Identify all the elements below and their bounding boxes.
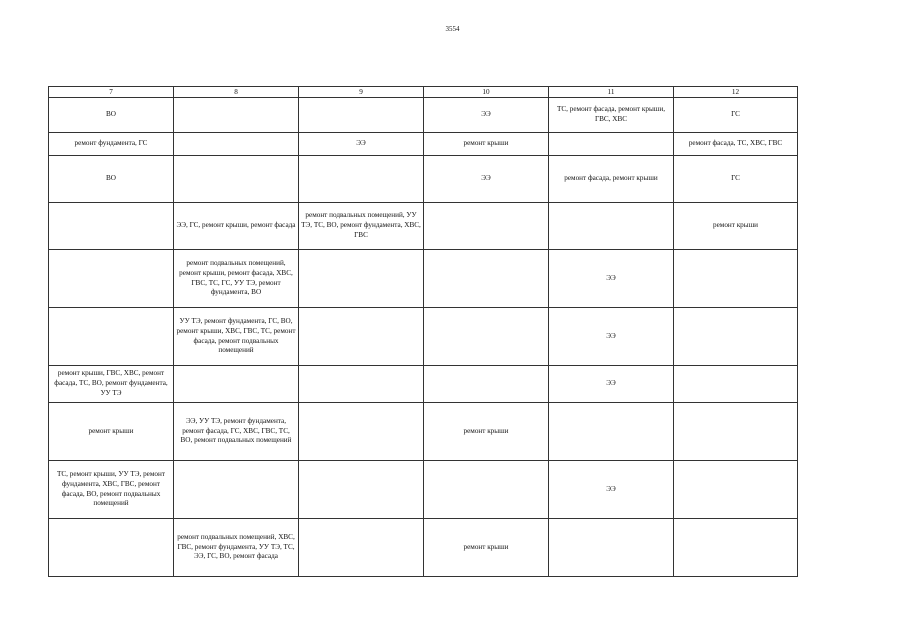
table-cell	[549, 519, 674, 577]
table-cell	[549, 133, 674, 156]
works-schedule-table	[48, 86, 798, 577]
header-row	[49, 87, 798, 98]
table-row	[49, 133, 798, 156]
table-row	[49, 461, 798, 519]
column-header: 10	[424, 87, 549, 98]
table-cell	[49, 308, 174, 366]
table-cell	[49, 203, 174, 250]
table-cell: ЭЭ	[299, 133, 424, 156]
table-cell	[674, 366, 798, 403]
table-cell	[424, 366, 549, 403]
table-cell: ТС, ремонт фасада, ремонт крыши, ГВС, ХВС	[549, 98, 674, 133]
table-row	[49, 156, 798, 203]
table-cell	[299, 308, 424, 366]
column-header: 7	[49, 87, 174, 98]
table-cell: ремонт фасада, ремонт крыши	[549, 156, 674, 203]
page-number: 3554	[445, 25, 460, 33]
table-cell	[674, 519, 798, 577]
table-cell	[549, 203, 674, 250]
table-cell	[424, 461, 549, 519]
table-cell	[299, 98, 424, 133]
table-cell: ремонт подвальных помещений, ХВС, ГВС, ремонт фундамента, УУ ТЭ, ТС, ЭЭ, ГС, ВО, ремонт фасада	[174, 519, 299, 577]
table-cell: ЭЭ	[549, 366, 674, 403]
table-cell	[674, 461, 798, 519]
table-cell: ВО	[49, 156, 174, 203]
table-row	[49, 403, 798, 461]
table-cell	[674, 308, 798, 366]
table-cell	[424, 250, 549, 308]
table-cell: ЭЭ	[424, 156, 549, 203]
table-cell: ЭЭ	[549, 461, 674, 519]
table-cell: ремонт крыши, ГВС, ХВС, ремонт фасада, ТС, ВО, ремонт фундамента, УУ ТЭ	[49, 366, 174, 403]
table-cell: УУ ТЭ, ремонт фундамента, ГС, ВО, ремонт крыши, ХВС, ГВС, ТС, ремонт фасада, ремонт подвальных помещений	[174, 308, 299, 366]
table-row	[49, 250, 798, 308]
column-header: 11	[549, 87, 674, 98]
table-row	[49, 203, 798, 250]
table-cell: ЭЭ	[549, 250, 674, 308]
table-row	[49, 366, 798, 403]
table-cell	[174, 156, 299, 203]
table-cell: ЭЭ, УУ ТЭ, ремонт фундамента, ремонт фасада, ГС, ХВС, ГВС, ТС, ВО, ремонт подвальных помещений	[174, 403, 299, 461]
column-header: 8	[174, 87, 299, 98]
table-cell: ремонт крыши	[424, 403, 549, 461]
table-cell: ЭЭ	[424, 98, 549, 133]
table-cell	[174, 366, 299, 403]
table-row	[49, 98, 798, 133]
table-cell: ремонт подвальных помещений, УУ ТЭ, ТС, ВО, ремонт фундамента, ХВС, ГВС	[299, 203, 424, 250]
table-cell	[174, 461, 299, 519]
table-cell: ЭЭ	[549, 308, 674, 366]
table-cell: ремонт крыши	[49, 403, 174, 461]
table-cell	[674, 403, 798, 461]
table-cell: ремонт подвальных помещений, ремонт крыши, ремонт фасада, ХВС, ГВС, ТС, ГС, УУ ТЭ, ремонт фундамента, ВО	[174, 250, 299, 308]
table-cell	[49, 250, 174, 308]
table-cell: ремонт крыши	[424, 133, 549, 156]
table-cell: ремонт крыши	[674, 203, 798, 250]
table-cell	[674, 250, 798, 308]
table-cell	[49, 519, 174, 577]
table-cell: ремонт фундамента, ГС	[49, 133, 174, 156]
table-row	[49, 519, 798, 577]
table-cell: ремонт крыши	[424, 519, 549, 577]
table-cell	[424, 308, 549, 366]
table-cell	[299, 519, 424, 577]
table-cell	[299, 250, 424, 308]
column-header: 9	[299, 87, 424, 98]
table-cell	[299, 366, 424, 403]
table-cell	[424, 203, 549, 250]
table-cell	[174, 98, 299, 133]
table-cell	[299, 461, 424, 519]
table-cell: ГС	[674, 98, 798, 133]
table-row	[49, 308, 798, 366]
table-cell	[549, 403, 674, 461]
table-cell: ГС	[674, 156, 798, 203]
table-cell: ремонт фасада, ТС, ХВС, ГВС	[674, 133, 798, 156]
table-cell	[299, 156, 424, 203]
table-cell	[174, 133, 299, 156]
table-cell: ТС, ремонт крыши, УУ ТЭ, ремонт фундамента, ХВС, ГВС, ремонт фасада, ВО, ремонт подвальных помещений	[49, 461, 174, 519]
table-cell	[299, 403, 424, 461]
table-cell: ВО	[49, 98, 174, 133]
table-cell: ЭЭ, ГС, ремонт крыши, ремонт фасада	[174, 203, 299, 250]
column-header: 12	[674, 87, 798, 98]
